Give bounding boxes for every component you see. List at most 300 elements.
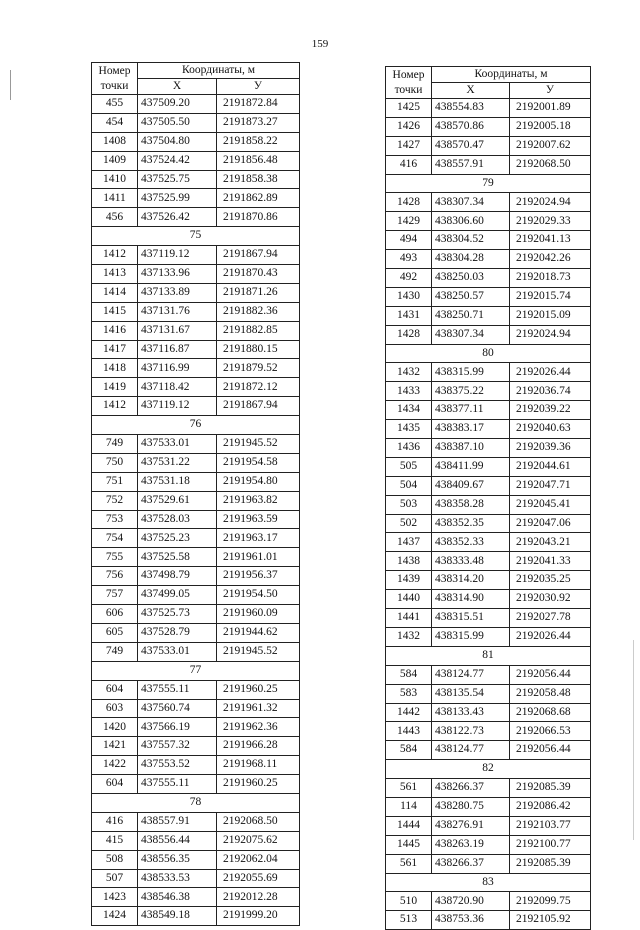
x-coordinate-cell: 437509.20 (138, 95, 217, 114)
table-row (386, 99, 591, 118)
point-number-cell: 1428 (386, 325, 432, 344)
x-coordinate-cell: 437528.79 (138, 623, 217, 642)
point-number-cell: 508 (92, 850, 138, 869)
x-coordinate-cell: 438280.75 (432, 797, 510, 816)
table-row (92, 680, 300, 699)
coordinates-header: Координаты, м (138, 63, 300, 79)
point-number-cell: 1434 (386, 401, 432, 420)
x-coordinate-cell: 438307.34 (432, 325, 510, 344)
x-coordinate-cell: 438315.51 (432, 609, 510, 628)
section-row (92, 416, 300, 435)
x-coordinate-cell: 438411.99 (432, 457, 510, 476)
x-coordinate-cell: 437133.96 (138, 265, 217, 284)
x-coordinate-cell: 438250.71 (432, 306, 510, 325)
x-coordinate-cell: 438549.18 (138, 907, 217, 926)
y-coordinate-cell: 2192058.48 (510, 684, 591, 703)
x-coordinate-cell: 437499.05 (138, 586, 217, 605)
x-coordinate-cell: 438556.44 (138, 831, 217, 850)
section-number: 76 (92, 416, 300, 435)
table-row (386, 306, 591, 325)
x-coordinate-cell: 438554.83 (432, 99, 510, 118)
table-row (386, 779, 591, 798)
table-row (386, 155, 591, 174)
x-coordinate-cell: 438266.37 (432, 779, 510, 798)
table-row (92, 246, 300, 265)
table-row (92, 302, 300, 321)
table-row (92, 491, 300, 510)
y-coordinate-cell: 2191867.94 (217, 246, 300, 265)
table-row (386, 117, 591, 136)
point-number-cell: 114 (386, 797, 432, 816)
table-row (92, 529, 300, 548)
x-coordinate-cell: 438557.91 (138, 812, 217, 831)
table-row (92, 472, 300, 491)
point-number-cell: 752 (92, 491, 138, 510)
y-coordinate-cell: 2191858.22 (217, 132, 300, 151)
table-row (386, 627, 591, 646)
table-row (92, 435, 300, 454)
table-row (92, 95, 300, 114)
y-coordinate-cell: 2191873.27 (217, 113, 300, 132)
point-number-header-line2: точки (394, 83, 423, 96)
x-coordinate-cell: 438720.90 (432, 892, 510, 911)
table-row (92, 907, 300, 926)
section-number: 80 (386, 344, 591, 363)
x-coordinate-cell: 437566.19 (138, 718, 217, 737)
y-coordinate-cell: 2192005.18 (510, 117, 591, 136)
y-coordinate-cell: 2192056.44 (510, 665, 591, 684)
x-coordinate-cell: 438306.60 (432, 212, 510, 231)
point-number-cell: 1415 (92, 302, 138, 321)
x-coordinate-cell: 438133.43 (432, 703, 510, 722)
point-number-header-line2: точки (100, 79, 129, 92)
x-coordinate-cell: 438570.47 (432, 136, 510, 155)
point-number-cell: 1420 (92, 718, 138, 737)
table-body (92, 95, 300, 926)
point-number-cell: 750 (92, 453, 138, 472)
x-column-header: Х (138, 79, 217, 95)
y-coordinate-cell: 2191856.48 (217, 151, 300, 170)
section-number: 78 (92, 793, 300, 812)
y-coordinate-cell: 2191882.85 (217, 321, 300, 340)
y-coordinate-cell: 2192047.71 (510, 476, 591, 495)
table-row (386, 231, 591, 250)
point-number-cell: 1409 (92, 151, 138, 170)
table-row (386, 609, 591, 628)
y-coordinate-cell: 2191960.25 (217, 775, 300, 794)
y-coordinate-cell: 2191867.94 (217, 397, 300, 416)
point-number-cell: 494 (386, 231, 432, 250)
point-number-cell: 561 (386, 854, 432, 873)
point-number-cell: 1412 (92, 397, 138, 416)
table-row (386, 854, 591, 873)
point-number-header (386, 67, 432, 99)
y-coordinate-cell: 2192041.13 (510, 231, 591, 250)
x-coordinate-cell: 437504.80 (138, 132, 217, 151)
y-coordinate-cell: 2191862.89 (217, 189, 300, 208)
x-coordinate-cell: 438304.28 (432, 250, 510, 269)
table-row (386, 193, 591, 212)
point-number-cell: 454 (92, 113, 138, 132)
y-coordinate-cell: 2192100.77 (510, 835, 591, 854)
table-row (386, 401, 591, 420)
table-row (386, 590, 591, 609)
table-row (92, 831, 300, 850)
y-coordinate-cell: 2192007.62 (510, 136, 591, 155)
x-coordinate-cell: 438314.90 (432, 590, 510, 609)
y-coordinate-cell: 2192012.28 (217, 888, 300, 907)
coordinates-header: Координаты, м (432, 67, 591, 83)
y-coordinate-cell: 2191963.17 (217, 529, 300, 548)
x-column-header: Х (432, 83, 510, 99)
point-number-cell: 561 (386, 779, 432, 798)
y-column-header: У (217, 79, 300, 95)
y-coordinate-cell: 2191954.80 (217, 472, 300, 491)
x-coordinate-cell: 437531.22 (138, 453, 217, 472)
y-coordinate-cell: 2192024.94 (510, 325, 591, 344)
table-row (386, 325, 591, 344)
point-number-cell: 1429 (386, 212, 432, 231)
point-number-cell: 1443 (386, 722, 432, 741)
point-number-cell: 1441 (386, 609, 432, 628)
x-coordinate-cell: 438556.35 (138, 850, 217, 869)
point-number-cell: 493 (386, 250, 432, 269)
section-row (92, 793, 300, 812)
x-coordinate-cell: 437555.11 (138, 775, 217, 794)
x-coordinate-cell: 437525.73 (138, 605, 217, 624)
point-number-cell: 1438 (386, 552, 432, 571)
table-row (386, 797, 591, 816)
y-coordinate-cell: 2191963.82 (217, 491, 300, 510)
y-coordinate-cell: 2191961.32 (217, 699, 300, 718)
table-row (386, 533, 591, 552)
table-body (386, 99, 591, 930)
y-coordinate-cell: 2192015.74 (510, 287, 591, 306)
point-number-cell: 1424 (92, 907, 138, 926)
point-number-cell: 1432 (386, 363, 432, 382)
point-number-cell: 415 (92, 831, 138, 850)
y-coordinate-cell: 2192045.41 (510, 495, 591, 514)
point-number-cell: 456 (92, 208, 138, 227)
table-row (92, 151, 300, 170)
x-coordinate-cell: 437560.74 (138, 699, 217, 718)
x-coordinate-cell: 437533.01 (138, 435, 217, 454)
y-coordinate-cell: 2192042.26 (510, 250, 591, 269)
x-coordinate-cell: 438315.99 (432, 363, 510, 382)
x-coordinate-cell: 437528.03 (138, 510, 217, 529)
x-coordinate-cell: 438375.22 (432, 382, 510, 401)
x-coordinate-cell: 437555.11 (138, 680, 217, 699)
y-coordinate-cell: 2191882.36 (217, 302, 300, 321)
table-row (92, 510, 300, 529)
table-row (386, 363, 591, 382)
point-number-cell: 416 (386, 155, 432, 174)
y-coordinate-cell: 2191880.15 (217, 340, 300, 359)
y-coordinate-cell: 2192026.44 (510, 627, 591, 646)
table-row (92, 586, 300, 605)
table-row (92, 718, 300, 737)
table-row (92, 869, 300, 888)
table-row (386, 552, 591, 571)
y-coordinate-cell: 2192039.22 (510, 401, 591, 420)
section-number: 75 (92, 227, 300, 246)
x-coordinate-cell: 438122.73 (432, 722, 510, 741)
y-coordinate-cell: 2192030.92 (510, 590, 591, 609)
x-coordinate-cell: 438124.77 (432, 741, 510, 760)
point-number-cell: 1442 (386, 703, 432, 722)
table-row (386, 741, 591, 760)
x-coordinate-cell: 437524.42 (138, 151, 217, 170)
point-number-cell: 605 (92, 623, 138, 642)
x-coordinate-cell: 438250.57 (432, 287, 510, 306)
point-number-cell: 755 (92, 548, 138, 567)
y-coordinate-cell: 2192103.77 (510, 816, 591, 835)
point-number-cell: 603 (92, 699, 138, 718)
table-row (386, 420, 591, 439)
y-coordinate-cell: 2191871.26 (217, 283, 300, 302)
table-row (92, 265, 300, 284)
x-coordinate-cell: 438409.67 (432, 476, 510, 495)
y-coordinate-cell: 2192047.06 (510, 514, 591, 533)
page-number: 159 (311, 38, 329, 50)
table-row (92, 775, 300, 794)
x-coordinate-cell: 437116.99 (138, 359, 217, 378)
x-coordinate-cell: 438304.52 (432, 231, 510, 250)
table-row (92, 321, 300, 340)
table-row (386, 269, 591, 288)
section-number: 81 (386, 646, 591, 665)
point-number-cell: 1427 (386, 136, 432, 155)
point-number-cell: 606 (92, 605, 138, 624)
y-coordinate-cell: 2191945.52 (217, 435, 300, 454)
y-coordinate-cell: 2192029.33 (510, 212, 591, 231)
table-row (92, 132, 300, 151)
point-number-cell: 1444 (386, 816, 432, 835)
point-number-cell: 751 (92, 472, 138, 491)
section-row (92, 227, 300, 246)
y-coordinate-cell: 2191966.28 (217, 737, 300, 756)
y-coordinate-cell: 2192099.75 (510, 892, 591, 911)
table-row (92, 699, 300, 718)
scan-artifact-right (633, 640, 634, 840)
section-number: 82 (386, 760, 591, 779)
point-number-cell: 1408 (92, 132, 138, 151)
coordinates-table-right (385, 66, 591, 930)
section-row (386, 646, 591, 665)
y-coordinate-cell: 2192018.73 (510, 269, 591, 288)
x-coordinate-cell: 438263.19 (432, 835, 510, 854)
point-number-cell: 502 (386, 514, 432, 533)
section-row (386, 760, 591, 779)
x-coordinate-cell: 438314.20 (432, 571, 510, 590)
point-number-cell: 504 (386, 476, 432, 495)
table-row (92, 605, 300, 624)
table-row (386, 722, 591, 741)
point-number-header-line1: Номер (392, 69, 425, 82)
y-coordinate-cell: 2192068.50 (510, 155, 591, 174)
x-coordinate-cell: 438557.91 (432, 155, 510, 174)
y-coordinate-cell: 2192024.94 (510, 193, 591, 212)
point-number-cell: 513 (386, 911, 432, 930)
point-number-cell: 1421 (92, 737, 138, 756)
coordinates-table-left (91, 62, 300, 926)
table-row (386, 835, 591, 854)
x-coordinate-cell: 438124.77 (432, 665, 510, 684)
x-coordinate-cell: 437119.12 (138, 246, 217, 265)
table-row (386, 892, 591, 911)
y-coordinate-cell: 2191962.36 (217, 718, 300, 737)
x-coordinate-cell: 438250.03 (432, 269, 510, 288)
table-row (92, 113, 300, 132)
table-row (386, 250, 591, 269)
y-coordinate-cell: 2192041.33 (510, 552, 591, 571)
y-coordinate-cell: 2191956.37 (217, 567, 300, 586)
table-row (92, 208, 300, 227)
table-row (92, 888, 300, 907)
y-coordinate-cell: 2192068.50 (217, 812, 300, 831)
x-coordinate-cell: 438352.33 (432, 533, 510, 552)
x-coordinate-cell: 438377.11 (432, 401, 510, 420)
x-coordinate-cell: 437116.87 (138, 340, 217, 359)
point-number-cell: 1436 (386, 439, 432, 458)
x-coordinate-cell: 438546.38 (138, 888, 217, 907)
table-row (92, 283, 300, 302)
point-number-cell: 1433 (386, 382, 432, 401)
table-row (386, 476, 591, 495)
point-number-cell: 1414 (92, 283, 138, 302)
x-coordinate-cell: 437131.67 (138, 321, 217, 340)
x-coordinate-cell: 438753.36 (432, 911, 510, 930)
x-coordinate-cell: 437525.58 (138, 548, 217, 567)
x-coordinate-cell: 437498.79 (138, 567, 217, 586)
x-coordinate-cell: 437531.18 (138, 472, 217, 491)
y-coordinate-cell: 2191870.86 (217, 208, 300, 227)
point-number-cell: 584 (386, 741, 432, 760)
x-coordinate-cell: 437119.12 (138, 397, 217, 416)
y-coordinate-cell: 2191999.20 (217, 907, 300, 926)
point-number-cell: 1412 (92, 246, 138, 265)
x-coordinate-cell: 437557.32 (138, 737, 217, 756)
table-row (92, 170, 300, 189)
y-coordinate-cell: 2192039.36 (510, 439, 591, 458)
y-coordinate-cell: 2191954.58 (217, 453, 300, 472)
point-number-cell: 1419 (92, 378, 138, 397)
point-number-cell: 455 (92, 95, 138, 114)
x-coordinate-cell: 437505.50 (138, 113, 217, 132)
point-number-cell: 1411 (92, 189, 138, 208)
table-row (92, 189, 300, 208)
x-coordinate-cell: 437526.42 (138, 208, 217, 227)
point-number-cell: 1435 (386, 420, 432, 439)
y-coordinate-cell: 2192075.62 (217, 831, 300, 850)
section-row (92, 661, 300, 680)
point-number-cell: 1445 (386, 835, 432, 854)
point-number-cell: 1431 (386, 306, 432, 325)
y-coordinate-cell: 2191960.09 (217, 605, 300, 624)
x-coordinate-cell: 438358.28 (432, 495, 510, 514)
x-coordinate-cell: 437529.61 (138, 491, 217, 510)
y-coordinate-cell: 2192035.25 (510, 571, 591, 590)
x-coordinate-cell: 438307.34 (432, 193, 510, 212)
x-coordinate-cell: 437525.99 (138, 189, 217, 208)
y-coordinate-cell: 2192036.74 (510, 382, 591, 401)
y-coordinate-cell: 2191858.38 (217, 170, 300, 189)
y-coordinate-cell: 2192086.42 (510, 797, 591, 816)
x-coordinate-cell: 438533.53 (138, 869, 217, 888)
x-coordinate-cell: 438333.48 (432, 552, 510, 571)
point-number-cell: 503 (386, 495, 432, 514)
table-row (386, 665, 591, 684)
point-number-cell: 1437 (386, 533, 432, 552)
x-coordinate-cell: 438352.35 (432, 514, 510, 533)
x-coordinate-cell: 438315.99 (432, 627, 510, 646)
y-coordinate-cell: 2191961.01 (217, 548, 300, 567)
section-row (386, 344, 591, 363)
table-row (386, 382, 591, 401)
point-number-cell: 584 (386, 665, 432, 684)
table-row (386, 816, 591, 835)
y-coordinate-cell: 2192056.44 (510, 741, 591, 760)
point-number-cell: 604 (92, 680, 138, 699)
x-coordinate-cell: 438387.10 (432, 439, 510, 458)
point-number-cell: 510 (386, 892, 432, 911)
y-coordinate-cell: 2191872.12 (217, 378, 300, 397)
table-row (92, 359, 300, 378)
table-row (92, 397, 300, 416)
x-coordinate-cell: 438135.54 (432, 684, 510, 703)
table-row (92, 642, 300, 661)
table-row (386, 684, 591, 703)
x-coordinate-cell: 438570.86 (432, 117, 510, 136)
table-row (386, 439, 591, 458)
table-row (386, 571, 591, 590)
point-number-cell: 1440 (386, 590, 432, 609)
x-coordinate-cell: 438276.91 (432, 816, 510, 835)
table-row (92, 623, 300, 642)
point-number-cell: 1418 (92, 359, 138, 378)
y-coordinate-cell: 2191944.62 (217, 623, 300, 642)
section-row (386, 873, 591, 892)
point-number-cell: 1428 (386, 193, 432, 212)
point-number-cell: 1410 (92, 170, 138, 189)
point-number-cell: 1416 (92, 321, 138, 340)
y-coordinate-cell: 2192027.78 (510, 609, 591, 628)
y-coordinate-cell: 2192055.69 (217, 869, 300, 888)
point-number-cell: 757 (92, 586, 138, 605)
point-number-cell: 1422 (92, 756, 138, 775)
point-number-cell: 507 (92, 869, 138, 888)
point-number-cell: 753 (92, 510, 138, 529)
y-coordinate-cell: 2191870.43 (217, 265, 300, 284)
section-number: 77 (92, 661, 300, 680)
point-number-cell: 505 (386, 457, 432, 476)
table-row (386, 212, 591, 231)
table-row (386, 136, 591, 155)
y-column-header: У (510, 83, 591, 99)
table-row (386, 495, 591, 514)
y-coordinate-cell: 2191945.52 (217, 642, 300, 661)
table-row (386, 911, 591, 930)
table-row (386, 703, 591, 722)
y-coordinate-cell: 2192068.68 (510, 703, 591, 722)
x-coordinate-cell: 437133.89 (138, 283, 217, 302)
table-row (386, 514, 591, 533)
point-number-cell: 1417 (92, 340, 138, 359)
point-number-cell: 1426 (386, 117, 432, 136)
point-number-cell: 1425 (386, 99, 432, 118)
point-number-cell: 1439 (386, 571, 432, 590)
table-row (92, 567, 300, 586)
